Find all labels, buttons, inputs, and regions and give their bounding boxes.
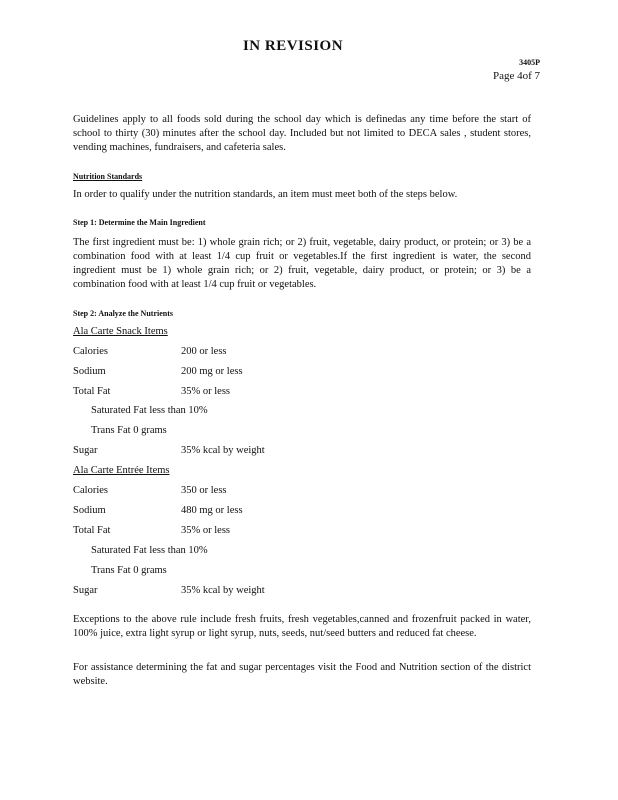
snack-calories-label: Calories <box>73 346 108 357</box>
intro-paragraph: Guidelines apply to all foods sold during the school day which is definedas any time before the start of school to thirty (30) minutes after the school day. Included but not limited to DECA sales , student stores, vending machines, fundraisers, and cafeteria sales. <box>73 114 531 153</box>
page-number: Page 4of 7 <box>492 70 540 82</box>
document-title: IN REVISION <box>242 38 344 54</box>
entree-sugar-value: 35% kcal by weight <box>181 585 265 596</box>
snack-fat-value: 35% or less <box>181 386 230 397</box>
snack-sodium-value: 200 mg or less <box>181 366 243 377</box>
step1-text: The first ingredient must be: 1) whole grain rich; or 2) fruit, vegetable, dairy product, or protein; or 3) be a combination food with at least 1/4 cup fruit or vegetables.If the first ingredient is water, the second ingredient must be 1) whole grain rich; or 2) fruit, vegetable, dairy product, or protein; or 3) be a combination food with at least 1/4 cup fruit or vegetables. <box>73 237 531 290</box>
nutrition-standards-text: In order to qualify under the nutrition standards, an item must meet both of the steps below. <box>73 189 458 200</box>
entree-trans-fat: Trans Fat 0 grams <box>91 565 167 576</box>
entree-calories-label: Calories <box>73 485 108 496</box>
policy-code: 3405P <box>519 58 540 67</box>
entree-sugar-label: Sugar <box>73 585 98 596</box>
snack-items-title: Ala Carte Snack Items <box>73 326 168 337</box>
assistance-paragraph: For assistance determining the fat and sugar percentages visit the Food and Nutrition section of the district website. <box>73 662 531 687</box>
entree-sodium-value: 480 mg or less <box>181 505 243 516</box>
entree-sodium-label: Sodium <box>73 505 106 516</box>
entree-calories-value: 350 or less <box>181 485 227 496</box>
nutrition-standards-heading: Nutrition Standards <box>73 172 143 181</box>
step2-heading: Step 2: Analyze the Nutrients <box>73 309 173 318</box>
step1-heading: Step 1: Determine the Main Ingredient <box>73 218 206 227</box>
entree-fat-label: Total Fat <box>73 525 111 536</box>
entree-sat-fat: Saturated Fat less than 10% <box>91 545 208 556</box>
snack-fat-label: Total Fat <box>73 386 111 397</box>
exceptions-paragraph: Exceptions to the above rule include fresh fruits, fresh vegetables,canned and frozenfruit packed in water, 100% juice, extra light syrup or light syrup, nuts, seeds, nut/seed butters and reduced fat cheese. <box>73 614 531 639</box>
snack-sugar-label: Sugar <box>73 445 98 456</box>
snack-trans-fat: Trans Fat 0 grams <box>91 425 167 436</box>
snack-calories-value: 200 or less <box>181 346 227 357</box>
entree-items-title: Ala Carte Entrée Items <box>73 465 170 476</box>
snack-sodium-label: Sodium <box>73 366 106 377</box>
snack-sat-fat: Saturated Fat less than 10% <box>91 405 208 416</box>
snack-sugar-value: 35% kcal by weight <box>181 445 265 456</box>
entree-fat-value: 35% or less <box>181 525 230 536</box>
